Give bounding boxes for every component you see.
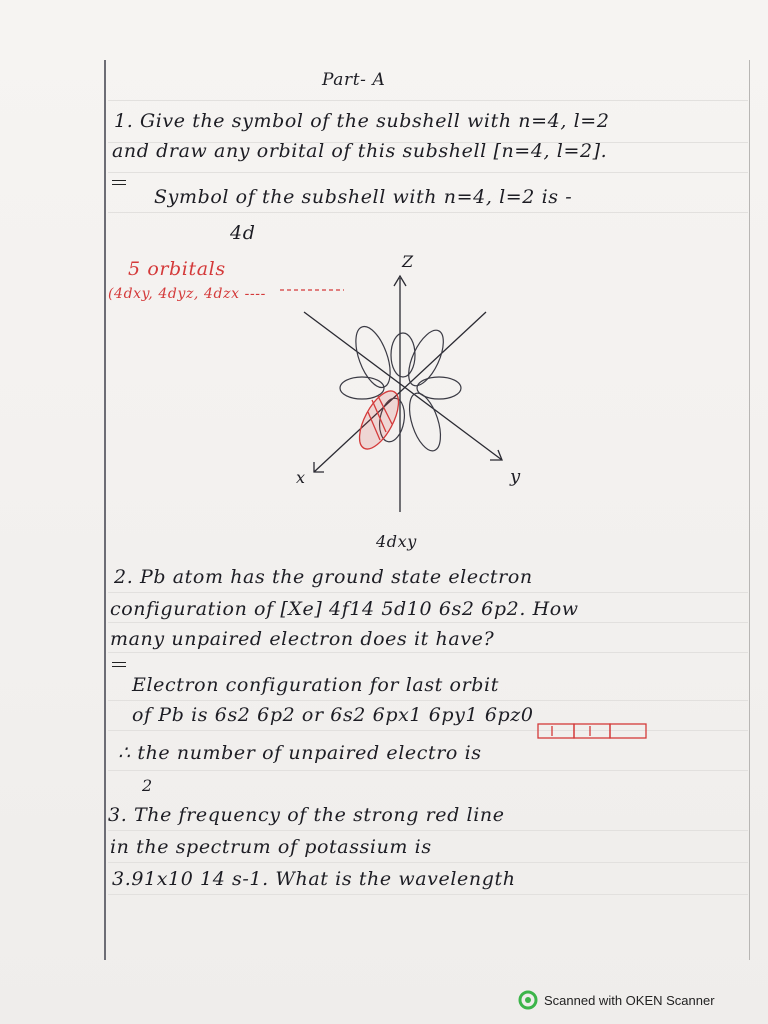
answer-1-symbol: 4d	[230, 222, 256, 244]
page-title: Part- A	[322, 70, 386, 90]
axis-label-y: y	[510, 466, 521, 487]
scanner-watermark	[518, 990, 715, 1010]
question-1-line-1: 1. Give the symbol of the subshell with n=4, l=2	[114, 110, 610, 132]
question-3-line-2: in the spectrum of potassium is	[110, 836, 432, 858]
orbital-caption: 4dxy	[376, 532, 417, 551]
orbital-note-line-1: 5 orbitals	[128, 258, 226, 280]
orbital-note-line-2: (4dxy, 4dyz, 4dzx ----	[108, 286, 266, 302]
answer-2-line-2: of Pb is 6s2 6p2 or 6s2 6px1 6py1 6pz0	[132, 704, 534, 726]
question-2-line-3: many unpaired electron does it have?	[110, 628, 495, 650]
question-3-line-3: 3.91x10 14 s-1. What is the wavelength	[112, 868, 516, 890]
answer-2-line-3: ∴ the number of unpaired electro is	[118, 742, 482, 764]
answer-2-value: 2	[142, 776, 153, 795]
question-3-line-1: 3. The frequency of the strong red line	[108, 804, 505, 826]
question-1-line-2: and draw any orbital of this subshell [n=4, l=2].	[112, 140, 608, 162]
question-2-line-2: configuration of [Xe] 4f14 5d10 6s2 6p2. How	[110, 598, 579, 620]
scanner-text: Scanned with OKEN Scanner	[544, 992, 715, 1008]
answer-2-line-1: Electron configuration for last orbit	[132, 674, 499, 696]
answer-1-line-1: Symbol of the subshell with n=4, l=2 is -	[154, 186, 573, 208]
question-2-line-1: 2. Pb atom has the ground state electron	[114, 566, 533, 588]
oken-scanner-logo-icon	[518, 990, 538, 1010]
axis-label-x: x	[296, 468, 306, 487]
axis-label-z: Z	[402, 252, 414, 271]
